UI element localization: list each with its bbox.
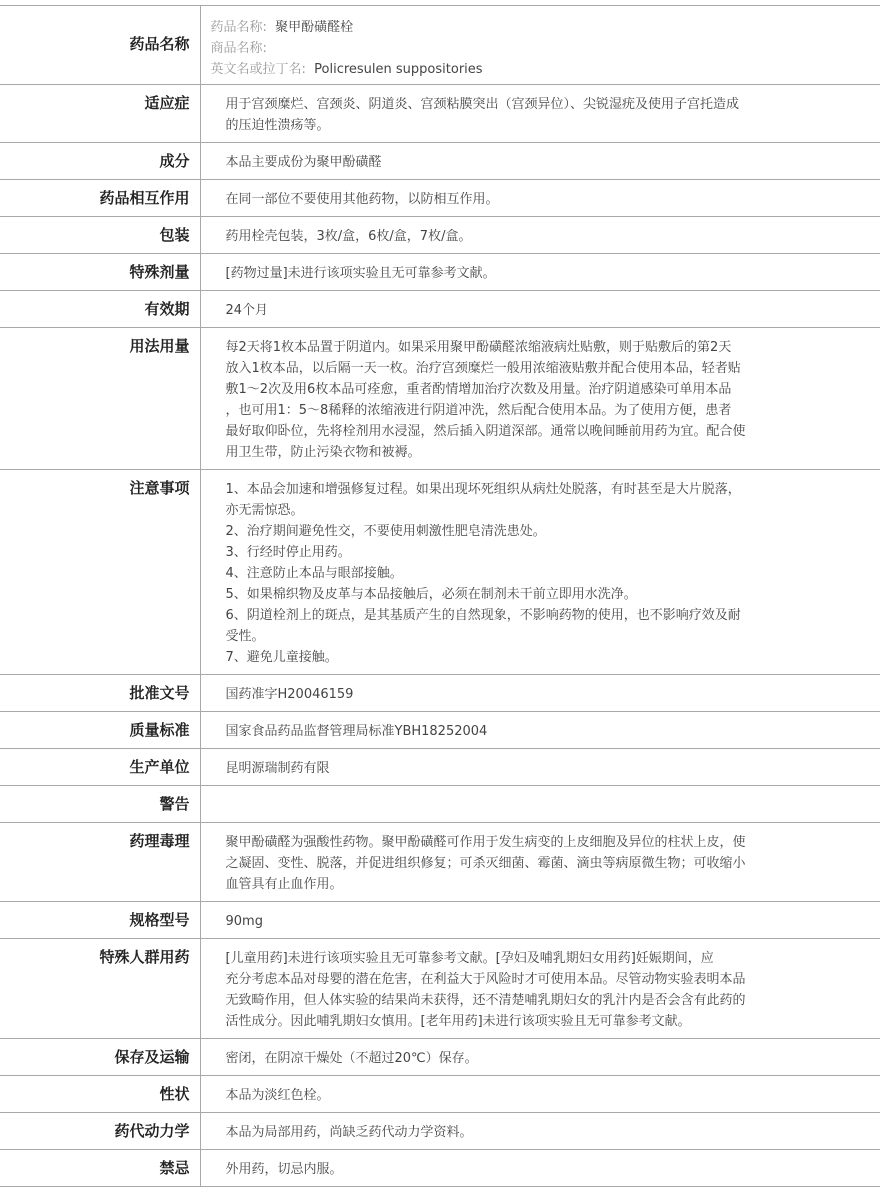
text-line: 4、注意防止本品与眼部接触。 [225,566,403,581]
value-approval: 国药准字H20046159 [200,675,880,712]
text-line: 用卫生带，防止污染衣物和被褥。 [225,445,421,460]
label-precautions: 注意事项 [0,470,200,675]
text-line: 1、本品会加速和增强修复过程。如果出现坏死组织从病灶处脱落，有时甚至是大片脱落， [225,482,741,497]
value-packaging: 药用栓壳包装，3枚/盒，6枚/盒，7枚/盒。 [200,217,880,254]
english-name-label: 英文名或拉丁名: [210,62,306,77]
text-line: 之凝固、变性、脱落，并促进组织修复；可杀灭细菌、霉菌、滴虫等病原微生物；可收缩小 [225,856,746,871]
row-packaging [0,217,880,254]
label-specification: 规格型号 [0,902,200,939]
value-contraindications: 外用药，切忌内服。 [200,1150,880,1187]
label-appearance: 性状 [0,1076,200,1113]
label-validity: 有效期 [0,291,200,328]
label-warning: 警告 [0,786,200,823]
value-appearance: 本品为淡红色栓。 [200,1076,880,1113]
row-special-dosage [0,254,880,291]
value-precautions [200,470,880,675]
row-contraindications [0,1150,880,1187]
value-drug-name [200,6,880,85]
text-line: 的压迫性溃疡等。 [225,118,330,133]
value-indications [200,85,880,143]
value-warning [200,786,880,823]
text-line: 亦无需惊恐。 [225,503,304,518]
value-special-dosage: [药物过量]未进行该项实验且无可靠参考文献。 [200,254,880,291]
text-line: 2、治疗期间避免性交，不要使用刺激性肥皂清洗患处。 [225,524,546,539]
text-line: 每2天将1枚本品置于阴道内。如果采用聚甲酚磺醛浓缩液病灶贴敷，则于贴敷后的第2天 [225,340,732,355]
row-appearance [0,1076,880,1113]
label-quality: 质量标准 [0,712,200,749]
text-line: 5、如果棉织物及皮革与本品接触后，必须在制剂未干前立即用水洗净。 [225,587,637,602]
label-storage: 保存及运输 [0,1039,200,1076]
value-usage [200,328,880,470]
row-quality [0,712,880,749]
trade-name-label: 商品名称: [210,41,267,56]
text-line: 受性。 [225,629,265,644]
label-approval: 批准文号 [0,675,200,712]
value-special-populations [200,939,880,1039]
row-usage [0,328,880,470]
value-ingredients: 本品主要成份为聚甲酚磺醛 [200,143,880,180]
label-usage: 用法用量 [0,328,200,470]
text-line: 6、阴道栓剂上的斑点，是其基质产生的自然现象，不影响药物的使用，也不影响疗效及耐 [225,608,741,623]
row-special-populations [0,939,880,1039]
value-interactions: 在同一部位不要使用其他药物，以防相互作用。 [200,180,880,217]
label-contraindications: 禁忌 [0,1150,200,1187]
row-ingredients [0,143,880,180]
row-approval [0,675,880,712]
value-validity: 24个月 [200,291,880,328]
label-indications: 适应症 [0,85,200,143]
drug-info-table [0,5,880,1187]
text-line: 3、行经时停止用药。 [225,545,351,560]
generic-name-value: 聚甲酚磺醛栓 [275,20,354,35]
english-name-value: Policresulen suppositories [314,62,483,77]
text-line: 放入1枚本品，以后隔一天一枚。治疗宫颈糜烂一般用浓缩液贴敷并配合使用本品，轻者贴 [225,361,741,376]
text-line: 无致畸作用，但人体实验的结果尚未获得，还不清楚哺乳期妇女的乳汁内是否会含有此药的 [225,993,746,1008]
row-indications [0,85,880,143]
row-precautions [0,470,880,675]
row-validity [0,291,880,328]
row-interactions [0,180,880,217]
value-manufacturer: 昆明源瑞制药有限 [200,749,880,786]
label-packaging: 包装 [0,217,200,254]
text-line: [儿童用药]未进行该项实验且无可靠参考文献。[孕妇及哺乳期妇女用药]妊娠期间，应 [225,951,714,966]
row-drug-name [0,6,880,85]
label-pharmacokinetics: 药代动力学 [0,1113,200,1150]
label-pharmacology: 药理毒理 [0,823,200,902]
row-pharmacokinetics [0,1113,880,1150]
label-ingredients: 成分 [0,143,200,180]
label-interactions: 药品相互作用 [0,180,200,217]
generic-name-label: 药品名称: [210,20,267,35]
text-line: 最好取仰卧位，先将栓剂用水浸湿，然后插入阴道深部。通常以晚间睡前用药为宜。配合使 [225,424,746,439]
label-drug-name: 药品名称 [0,6,200,85]
row-storage [0,1039,880,1076]
text-line: 活性成分。因此哺乳期妇女慎用。[老年用药]未进行该项实验且无可靠参考文献。 [225,1014,691,1029]
text-line: ，也可用1：5～8稀释的浓缩液进行阴道冲洗，然后配合使用本品。为了使用方便，患者 [225,403,732,418]
text-line: 血管具有止血作用。 [225,877,343,892]
row-pharmacology [0,823,880,902]
row-specification [0,902,880,939]
value-pharmacology [200,823,880,902]
text-line: 敷1～2次及用6枚本品可痊愈，重者酌情增加治疗次数及用量。治疗阴道感染可单用本品 [225,382,732,397]
text-line: 聚甲酚磺醛为强酸性药物。聚甲酚磺醛可作用于发生病变的上皮细胞及异位的柱状上皮，使 [225,835,746,850]
value-pharmacokinetics: 本品为局部用药，尚缺乏药代动力学资料。 [200,1113,880,1150]
value-specification: 90mg [200,902,880,939]
text-line: 7、避免儿童接触。 [225,650,338,665]
label-manufacturer: 生产单位 [0,749,200,786]
value-quality: 国家食品药品监督管理局标准YBH18252004 [200,712,880,749]
label-special-dosage: 特殊剂量 [0,254,200,291]
row-manufacturer [0,749,880,786]
row-warning [0,786,880,823]
value-storage: 密闭，在阴凉干燥处（不超过20℃）保存。 [200,1039,880,1076]
text-line: 充分考虑本品对母婴的潜在危害，在利益大于风险时才可使用本品。尽管动物实验表明本品 [225,972,746,987]
label-special-populations: 特殊人群用药 [0,939,200,1039]
text-line: 用于宫颈糜烂、宫颈炎、阴道炎、宫颈粘膜突出（宫颈异位）、尖锐湿疣及使用子宫托造成 [225,97,740,112]
warning-text [226,795,791,816]
